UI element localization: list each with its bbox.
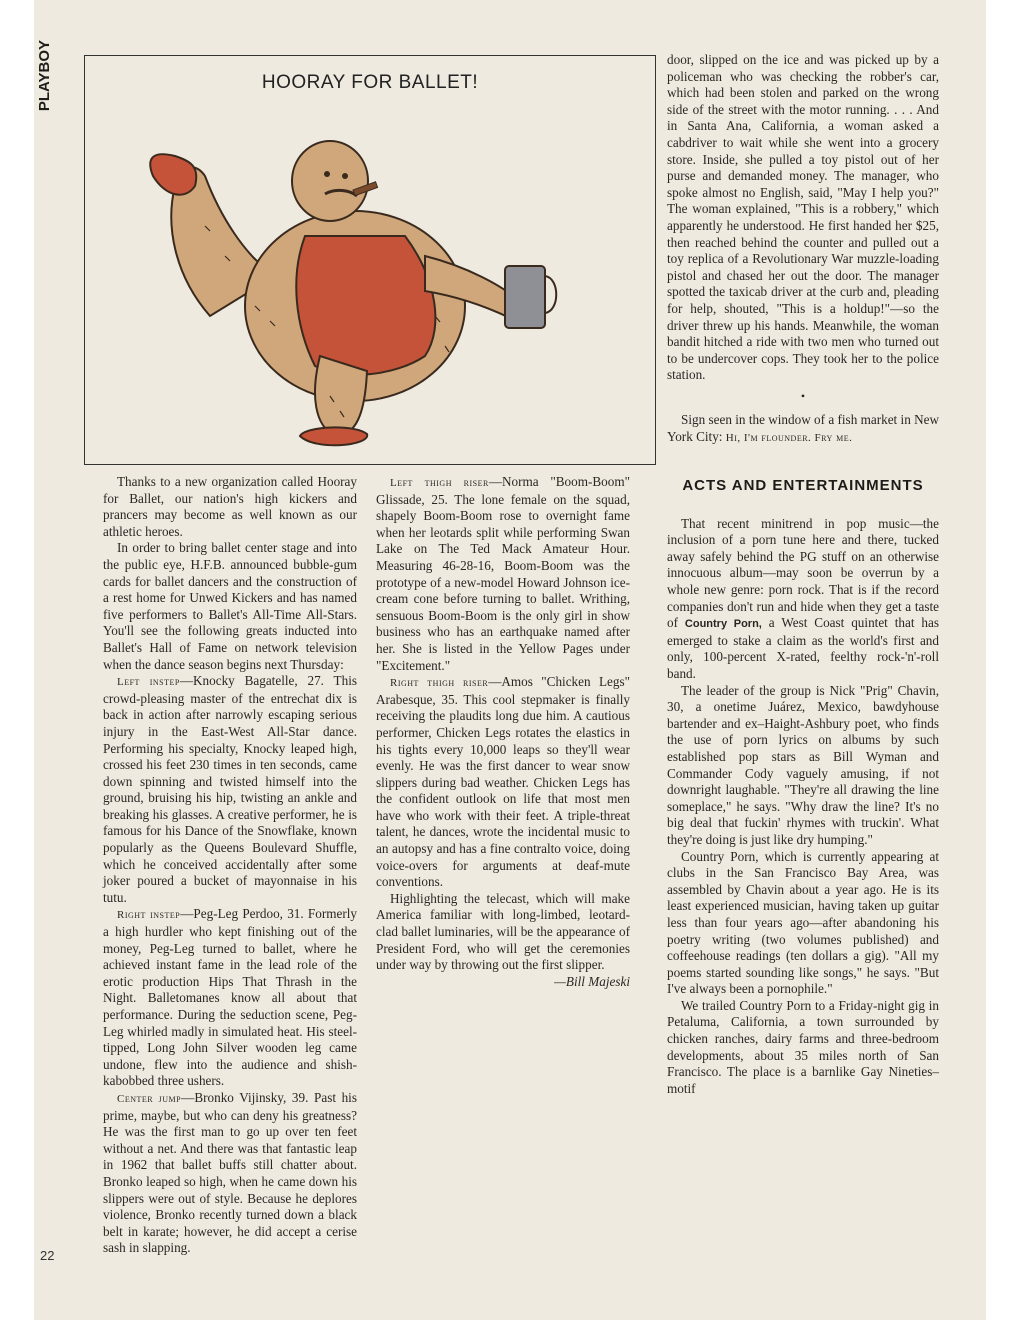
ballet-dancer-illustration	[105, 106, 645, 461]
continued-paragraph: door, slipped on the ice and was picked up by a policeman who was checking the robber's car, which had been stolen and parked on the wrong side of the street with the motor running. . . . And in Santa Ana, California, a woman asked a cabdriver to wait while she went into a grocery store. Inside, she pulled a toy pistol out of her purse and demanded money. The manager, who spoke almost no English, said, "May I help you?" The woman explained, "This is a robbery," which apparently he understood. He first handed her $25, then reached behind the counter and pulled out a toy replica of a Revolutionary War muzzle-loading pistol and chased her out the door. The manager spotted the taxicab driver at the curb and, pleading for help, shouted, "This is a holdup!"—so the driver threw up his hands. Meanwhile, the woman bandit hitched a ride with two men who turned out to be undercover cops. They took her to the police station.	[667, 52, 939, 383]
paragraph: Left thigh riser—Norma "Boom-Boom" Glissade, 25. The lone female on the squad, shapely Boom-Boom rose to overnight fame when her leotards split while performing Swan Lake on The Ted Mack Amateur Hour. Measuring 46-28-16, Boom-Boom was the prototype of a new-model Howard Johnson ice-cream cone before turning to ballet. Writhing, sensuous Boom-Boom is the only girl in show business who has an earthquake named after her. She is listed in the Yellow Pages under "Excitement."	[376, 474, 631, 673]
position-label: Center jump	[117, 1092, 182, 1105]
paragraph: Country Porn, which is currently appearing at clubs in the San Francisco Bay Area, was assembled by Chavin about a year ago. He is its least experienced musician, having taken up guitar less than four years ago—after abandoning his poetry writing (two volumes published) and coffeehouse readings (ten dollars a gig). "All my poems started sounding like songs," he says. "But I've always been a pornophile."	[667, 848, 939, 997]
paragraph: Thanks to a new organization called Hooray for Ballet, our nation's high kickers and prancers may become as well known as our athletic heroes.	[103, 474, 357, 539]
paragraph-text: Bronko Vijinsky, 39. Past his prime, maybe, but who can deny his greatness? He was the first man to go up over ten feet without a net. And there was that fantastic leap in 1962 that ballet buffs still chatter about. Bronko leaped so high, when he came down his slippers were out of style. Because he deplores violence, Bronko recently turned down a black belt in karate; however, he did accept a cerise sash in slapping.	[103, 1089, 357, 1256]
paragraph: Right thigh riser—Amos "Chicken Legs" Arabesque, 35. This cool stepmaker is finally receiving the plaudits long due him. A cautious performer, Chicken Legs rotates the elastics in his tights every 10,000 leaps so they'll wear evenly. He was the first dancer to wear snow slippers during bad weather. Chicken Legs has the confident outlook on life that most men have who work with their feet. A triple-threat talent, he dances, wrote the incidental music to an autopsy and has a fine contralto voice, doing voice-overs for arguments at deaf-mute conventions.	[376, 674, 631, 890]
position-label: Right thigh riser	[390, 677, 489, 690]
band-name: Country Porn,	[684, 618, 762, 631]
paragraph-text: Peg-Leg Perdoo, 31. Formerly a high hurdler who kept finishing out of the money, Peg-Leg turned to ballet, where he achieved instant fame in the lead role of the erotic production Hips That Thrash in the Night. Balletomanes know all about that performance. During the seduction scene, Peg-Leg whirled madly in simulated heat. His steel-tipped, Long John Silver wooden leg came undone, flew into the audience and shish-kabobbed three ushers.	[103, 906, 357, 1089]
sign-lead: Sign seen in the window of a fish market in New York City:	[667, 412, 939, 445]
paragraph: Left instep—Knocky Bagatelle, 27. This crowd-pleasing master of the entrechat dix is back in action after narrowly escaping serious injury in the East-West All-Star dance. Performing his specialty, Knocky leaped high, crossed his feet 230 times in ten seconds, came down spinning and twisted himself into the ground, bruising his hip, twisting an ankle and breaking his glasses. A creative performer, he is famous for his Dance of the Snowflake, known popularly as the Queens Boulevard Shuffle, which he conceived accidentally after some joker poured a bucket of mayonnaise in his tutu.	[103, 673, 357, 905]
position-label: Left instep	[117, 676, 180, 689]
paragraph-text: a West Coast quintet that has emerged to stake a claim as the world's first and only, 100-percent X-rated, feelthy rock-'n'-roll band.	[667, 615, 940, 681]
paragraph	[667, 516, 939, 683]
paragraph-text: Knocky Bagatelle, 27. This crowd-pleasing master of the entrechat dix is back in action after narrowly escaping serious injury in the East-West All-Star dance. Performing his specialty, Knocky leaped high, crossed his feet 230 times in ten seconds, came down spinning and twisted himself into the ground, bruising his hip, twisting an ankle and breaking his glasses. A creative performer, he is famous for his Dance of the Snowflake, known popularly as the Queens Boulevard Shuffle, which he conceived accidentally after some joker poured a bucket of mayonnaise in his tutu.	[103, 673, 357, 905]
paragraph	[667, 412, 939, 446]
position-label: Left thigh riser	[390, 477, 489, 489]
sign-text: Hi, I'm flounder. Fry me.	[725, 432, 853, 445]
paragraph-text: That recent minitrend in pop music—the inclusion of a porn tune here and there, tucked away safely behind the PG stuff on an otherwise innocuous album—may soon be overrun by a whole new genre: porn rock. That is if the record companies don't run and hide when they get a taste of	[667, 515, 939, 631]
separator-bullet: •	[800, 388, 806, 403]
article-column-1	[103, 474, 357, 1257]
article-box	[84, 55, 656, 465]
paragraph-text: Amos "Chicken Legs" Arabesque, 35. This cool stepmaker is finally receiving the plaudits long due him. A cautious performer, Chicken Legs rotates the elastics in his tights every 10,000 leaps so they'll wear evenly. He was the first dancer to wear snow slippers during bad weather. Chicken Legs has the confident outlook on life that most men have who work with their feet. A triple-threat talent, he dances, wrote the incidental music to an autopsy and has a fine contralto voice, doing voice-overs for arguments at deaf-mute conventions.	[376, 674, 631, 890]
paragraph: Right instep—Peg-Leg Perdoo, 31. Formerly a high hurdler who kept finishing out of the money, Peg-Leg turned to ballet, where he achieved instant fame in the lead role of the erotic production Hips That Thrash in the Night. Balletomanes know all about that performance. During the seduction scene, Peg-Leg whirled madly in simulated heat. His steel-tipped, Long John Silver wooden leg came undone, flew into the audience and shish-kabobbed three ushers.	[103, 906, 357, 1089]
paragraph: The leader of the group is Nick "Prig" Chavin, 30, a onetime Juárez, Mexico, bawdyhouse bartender and ex–Haight-Ashbury poet, who finds the use of porn lyrics on albums by such established pop stars as Bill Wyman and Commander Cody vaguely amusing, if not downright laughable. "They're all drawing the line someplace," he says. "Why draw the line? It's no big deal that fuckin' rhymes with truckin'. What they're doing is just like dry humping."	[667, 682, 939, 847]
article-title: HOORAY FOR BALLET!	[261, 72, 479, 93]
paragraph: We trailed Country Porn to a Friday-night gig in Petaluma, California, a town surrounded by chicken ranches, dairy farms and three-bedroom developments, about 35 miles north of San Francisco. The place is a barnlike Gay Nineties–motif	[667, 997, 939, 1096]
section-heading: ACTS AND ENTERTAINMENTS	[682, 476, 924, 494]
paragraph: Center jump—Bronko Vijinsky, 39. Past his prime, maybe, but who can deny his greatness? He was the first man to go up over ten feet without a net. And there was that fantastic leap in 1962 that ballet buffs still chatter about. Bronko leaped so high, when he came down his slippers were out of style. Because he deplores violence, Bronko recently turned down a black belt in karate; however, he did accept a cerise sash in slapping.	[103, 1089, 357, 1256]
paragraph-text: Norma "Boom-Boom" Glissade, 25. The lone female on the squad, shapely Boom-Boom rose to overnight fame when her leotards split while performing Swan Lake on The Ted Mack Amateur Hour. Measuring 46-28-16, Boom-Boom was the prototype of a new-model Howard Johnson ice-cream cone before turning to ballet. Writhing, sensuous Boom-Boom is the only girl in show business who has an earthquake named after her. She is listed in the Yellow Pages under "Excitement."	[376, 474, 631, 673]
running-head: PLAYBOY	[36, 40, 53, 112]
paragraph: Highlighting the telecast, which will make America familiar with long-limbed, leotard-clad ballet luminaries, will be the appearance of President Ford, who will get the ceremonies under way by throwing out the first slipper.	[376, 890, 630, 973]
paragraph: In order to bring ballet center stage and into the public eye, H.F.B. announced bubble-gum cards for ballet dancers and the construction of a rest home for Unwed Kickers and has named five performers to Ballet's All-Time All-Stars. You'll see the following greats inducted into Ballet's Hall of Fame on network television when the dance season begins next Thursday:	[103, 540, 357, 672]
article-column-3	[667, 52, 939, 1097]
byline: —Bill Majeski	[554, 973, 630, 989]
page-number: 22	[40, 1248, 55, 1263]
position-label: Right instep	[117, 909, 181, 922]
article-column-2	[376, 474, 630, 990]
